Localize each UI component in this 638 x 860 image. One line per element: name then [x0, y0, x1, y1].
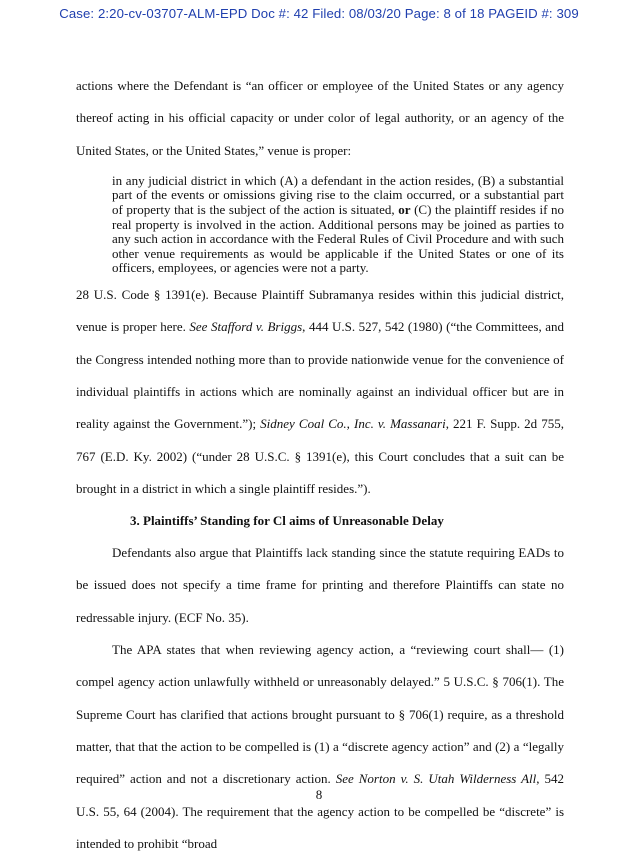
para2-text-3: , 221 F. Supp. 2d 755, 767 (E.D. Ky. 2002) (“under 28 U.S.C. § 1391(e), this Court concludes that a suit can be brought in a district in which a single plaintiff resides.”). — [76, 416, 564, 496]
citation-norton: See Norton v. S. Utah Wilderness All — [335, 771, 537, 787]
section-heading: 3. Plaintiffs’ Standing for Cl aims of Unreasonable Delay — [130, 513, 444, 529]
citation-stafford: See Stafford v. Briggs — [189, 319, 303, 335]
para4-text-2: , 542 U.S. 55, 64 (2004). The requirement that the agency action to be compelled be “discrete” is intended to prohibit “broad — [76, 771, 565, 851]
block-quote — [76, 174, 564, 276]
citation-sidney-coal: Sidney Coal Co., Inc. v. Massanari — [260, 416, 446, 432]
paragraph-apa — [76, 634, 564, 860]
body-text — [76, 70, 564, 860]
quote-part-2: (C) the plaintiff resides if no real property is involved in the action. Additional persons may be joined as parties to any such action in accordance with the Federal Rules of Civil Procedure and with such other venue requirements as would be applicable if the United States or one of its officers, employees, or agencies were not a party. — [112, 202, 564, 276]
para4-text-1: The APA states that when reviewing agency action, a “reviewing court shall— (1) compel agency action unlawfully withheld or unreasonably delayed.” 5 U.S.C. § 706(1). The Supreme Court has clarified that actions brought pursuant to § 706(1) require, as a threshold matter, that that the action to be compelled is (1) a “discrete agency action” and (2) a “legally required” action and not a discretionary action. — [76, 642, 564, 787]
paragraph-standing-argument: Defendants also argue that Plaintiffs lack standing since the statute requiring EADs to be issued does not specify a time frame for printing and therefore Plaintiffs can state no redressable injury. (ECF No. 35). — [76, 545, 564, 625]
quote-part-1: in any judicial district in which (A) a defendant in the action resides, (B) a substantial part of the events or omissions giving rise to the claim occurred, or a substantial part of property that is the subject of the action is situated, — [112, 172, 564, 218]
paragraph-venue-citation — [76, 279, 564, 505]
page-number: 8 — [315, 787, 323, 802]
paragraph-venue-intro: actions where the Defendant is “an officer or employee of the United States or any agency thereof acting in his official capacity or under color of legal authority, or an agency of the United States, or the United States,” venue is proper: — [76, 78, 564, 158]
para2-text-1: 28 U.S. Code § 1391(e). Because Plaintiff Subramanya resides within this judicial district, venue is proper here. — [76, 287, 564, 335]
quote-or: or — [398, 202, 411, 218]
case-header: Case: 2:20-cv-03707-ALM-EPD Doc #: 42 Filed: 08/03/20 Page: 8 of 18 PAGEID #: 309 — [59, 6, 579, 21]
para2-text-2: , 444 U.S. 527, 542 (1980) (“the Committees, and the Congress intended nothing more than to provide nationwide venue for the convenience of individual plaintiffs in actions which are nominally against an individual officer but are in reality against the Government.”); — [76, 319, 565, 432]
